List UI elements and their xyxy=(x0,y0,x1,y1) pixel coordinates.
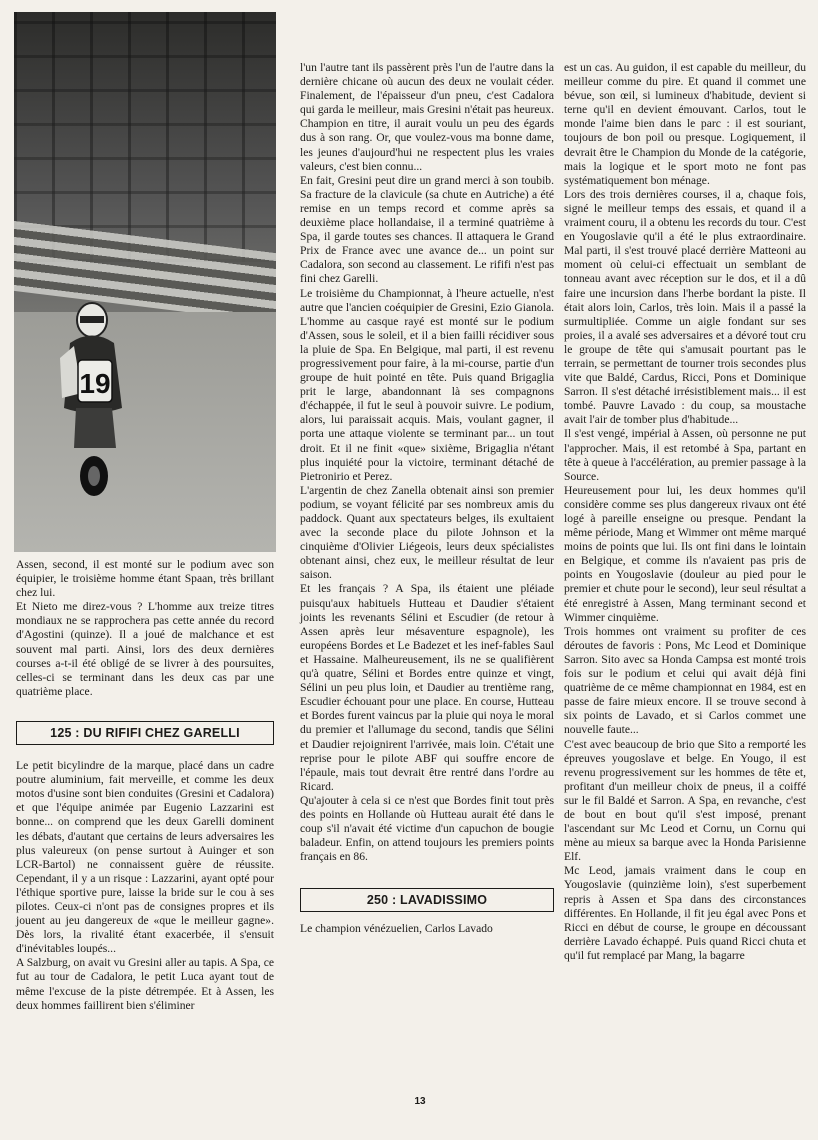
paragraph: est un cas. Au guidon, il est capable du meilleur, du meilleur comme du pire. Et quand il commet une bévue, son œil, si lumineux d'habitude, devient si terne qu'il en devient émouvant. Carlos, tout le monde l'aime bien dans le parc : il est souriant, toujours de bon poil ou presque. Logiquement, il devrait être le Champion du Monde de la catégorie, mais la logique et le sport moto ne font pas systématiquement bon ménage. xyxy=(564,61,806,187)
paragraph: Le troisième du Championnat, à l'heure actuelle, n'est autre que l'ancien coéquipier de Gresini, Ezio Gianola. L'homme au casque rayé est monté sur le podium d'Assen, sous le soleil, et il a bien failli récidiver sous la pluie de Spa. En Belgique, mal parti, il est revenu progressivement pour faire, à la mi-course, partie d'un groupe de huit pointé en tête. Puis quand Brigaglia prit le large, abandonnant là ses compagnons d'échappée, il fut le seul à pouvoir suivre. Le podium, alors, lui paraissait acquis. Mais, voulant gagner, il porta une attaque violente se terminant par... un tout droit. Et il ne finit «que» sixième, Brigaglia n'étant plus inquiété pour la victoire, terminant détaché de Pietronirio et Perez. xyxy=(300,286,554,483)
paragraph: Il s'est vengé, impérial à Assen, où personne ne put l'approcher. Mais, il est retombé à Spa, partant en tête à queue à l'accélération, au premier passage à la Source. xyxy=(564,427,806,483)
paragraph: C'est avec beaucoup de brio que Sito a remporté les épreuves yougoslave et belge. En Yougo, il est revenu progressivement sur les hommes de tête et, profitant d'un meilleur choix de pneus, il a coiffé sur le fil Baldé et Sarron. A Spa, en revanche, c'est de bout en bout qu'il s'est imposé, prenant l'ascendant sur Mc Leod et Cornu, un Cornu qui mène au mieux sa barque avec la Honda Parisienne Elf. xyxy=(564,737,806,864)
paragraph: Assen, second, il est monté sur le podium avec son équipier, le troisième homme étant Spaan, très brillant chez lui. xyxy=(16,558,274,600)
section-heading-250: 250 : LAVADISSIMO xyxy=(300,888,554,912)
column-left xyxy=(16,558,274,1013)
paragraph: Et Nieto me direz-vous ? L'homme aux treize titres mondiaux ne se rapprochera pas cette année du record d'Agostini (quinze). Il a joué de malchance et est souvent mal parti. Ainsi, lors des deux dernières courses a-t-il été obligé de se livrer à des poursuites, celles-ci se terminant dans les deux cas par une quatrième place. xyxy=(16,600,274,698)
paragraph: Lors des trois dernières courses, il a, chaque fois, signé le meilleur temps des essais, et quand il a vraiment couru, il a obtenu les records du tour. C'est en Yougoslavie qu'il a été le plus extraordinaire. Mal parti, il s'est trouvé placé derrière Matteoni au moment où celui-ci effectuait un semblant de tonneau avant avec réception sur le dos, et il a dû faire une incursion dans l'herbe bordant la piste. Il était alors loin, Carlos, très loin. Mais il a passé la surmultipliée. Comme un aigle fondant sur ses proies, il a avalé ses adversaires et a dévoré tout cru le groupe de tête qui s'amusait pourtant pas le terrain, se permettant de tourner trois secondes plus vite que Baldé, Cardus, Ricci, Pons et Dominique Sarron. Il s'est détaché irrésistiblement mais... il est tombé. Pauvre Lavado : du coup, sa moustache avait l'air de tomber plus d'habitude... xyxy=(564,187,806,427)
paragraph: Et les français ? A Spa, ils étaient une pléiade puisqu'aux habituels Hutteau et Daudier s'étaient joints les revenants Sélini et Escudier (de retour à Assen après leur mésaventure espagnole), les européens Bordes et Le Badezet et les inef-fables Saul et Hassaine. Malheureusement, ils ne se qualifièrent qu'à quatre, Sélini et Bordes entre quinze et vingt, Sélini un peu plus loin, et Daudier au trentième rang, Escudier échouant pour une place. En course, Hutteau et Bordes furent vaincus par la pluie qui noya le moral du premier et l'allumage du second, tandis que Sélini et Daudier rejoignirent l'arrivée, mais loin. C'était une reprise pour le pilote ABF qui souffre encore de l'épaule, mais tout devrait être rentré dans l'ordre au Ricard. xyxy=(300,582,554,793)
paragraph: Qu'ajouter à cela si ce n'est que Bordes finit tout près des points en Hollande où Hutteau aurait été dans le coup s'il n'avait été victime d'un capuchon de bougie baladeur. Enfin, on attend toujours les premiers points français en 86. xyxy=(300,793,554,864)
page-number: 13 xyxy=(414,1096,426,1107)
rider-number: 19 xyxy=(79,368,111,399)
grandstand-structure xyxy=(14,12,276,262)
paragraph: Mc Leod, jamais vraiment dans le coup en Yougoslavie (quinzième loin), s'est superbement repris à Assen et Spa dans des circonstances différentes. En Hollande, il fit jeu égal avec Pons et Ricci en début de course, le groupe en découssant derrière Lavado échappé. Puis quand Ricci chuta et qu'il fut remplacé par Mang, la bagarre xyxy=(564,864,806,962)
paragraph: l'un l'autre tant ils passèrent près l'un de l'autre dans la dernière chicane où aucun des deux ne voulait céder. Finalement, de l'épaisseur d'un pneu, c'est Cadalora qui garda le meilleur, mais Gresini n'était pas heureux. Champion en titre, il aurait voulu un peu des égards dus à son rang. Or, que voulez-vous ma bonne dame, les jeunes d'aujourd'hui ne respectent plus les vraies valeurs, c'est bien connu... xyxy=(300,61,554,173)
paragraph: A Salzburg, on avait vu Gresini aller au tapis. A Spa, ce fut au tour de Cadalora, le petit Luca ayant tout de même l'excuse de la piste détrempée. Et à Assen, les deux hommes faillirent bien s'éliminer xyxy=(16,956,274,1012)
paragraph: Le petit bicylindre de la marque, placé dans un cadre poutre aluminium, fait merveille, et comme les deux motos d'usine sont bien conduites (Gresini et Cadalora) et que l'équipe animée par Eugenio Lazzarini est bonne... on comprend que les deux Garelli dominent les débats, d'autant que certains de leurs adversaires les plus valeureux (on pense surtout à Auinger et son LCR-Bartol) ne connaissent guère de réussite. Cependant, il y a un risque : Lazzarini, ayant opté pour l'éthique sportive pure, laisse la bride sur le cou à ses pilotes. Ceux-ci n'ont pas de consignes propres et ils jouent au jeu dangereux de «que le meilleur gagne». Dès lors, la rivalité étant exacerbée, il s'ensuit d'inévitables loupés... xyxy=(16,759,274,956)
paragraph: Trois hommes ont vraiment su profiter de ces déroutes de favoris : Pons, Mc Leod et Dominique Sarron. Sito avec sa Honda Campsa est monté trois fois sur le podium et celui qui avait déjà fini quatrième de ce même championnat en 1984, est en passe de faire mieux encore. Il se trouve second à six points de Lavado, et si Carlos commet une nouvelle faute... xyxy=(564,624,806,737)
paragraph: Heureusement pour lui, les deux hommes qu'il considère comme ses plus dangereux rivaux ont été logé à pareille enseigne ou presque. Pendant la même période, Mang et Wimmer ont même marqué moins de points que lui. Ils ont fini dans le lointain en Belgique, et comme ils n'avaient pas pris de points en Yougoslavie (douleur au pied pour le premier et chute pour le second), leur seul résultat a été enregistré à Assen, Mang terminant second et Wimmer cinquième. xyxy=(564,483,806,624)
column-middle xyxy=(300,61,554,937)
section-heading-125: 125 : DU RIFIFI CHEZ GARELLI xyxy=(16,721,274,745)
paragraph: Le champion vénézuelien, Carlos Lavado xyxy=(300,922,493,936)
motorcycle-rider-image xyxy=(52,298,142,498)
paragraph: En fait, Gresini peut dire un grand merci à son toubib. Sa fracture de la clavicule (sa chute en Autriche) a été remise en un temps record et comme après sa deuxième place hollandaise, il a terminé quatrième à Spa, il garde toutes ses chances. Il attaquera le Grand Prix de France avec une avance de... un point sur Cadalora, son second au classement. Le rififi n'est pas fini chez Garelli. xyxy=(300,173,554,286)
race-photo xyxy=(14,12,276,552)
paragraph: L'argentin de chez Zanella obtenait ainsi son premier podium, se voyant félicité par ses nombreux amis du paddock. Quant aux spectateurs belges, ils exultaient avec la seconde place du pilote Johnson et la cinquième d'Olivier Liégeois, leurs deux spécialistes obtenant ainsi, chez eux, le meilleur résultat de leur saison. xyxy=(300,483,554,582)
column-right xyxy=(564,61,806,963)
